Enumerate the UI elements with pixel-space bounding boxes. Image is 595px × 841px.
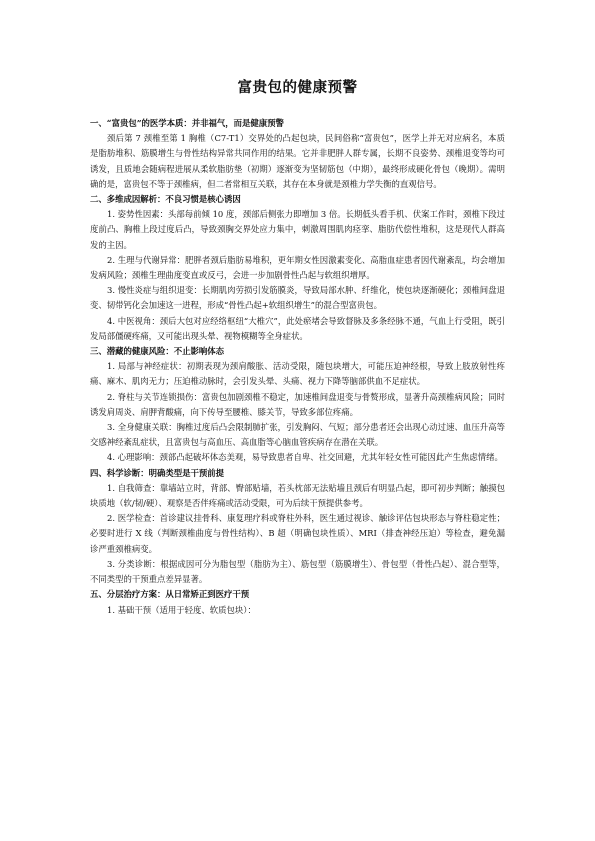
document-body — [90, 116, 505, 618]
paragraph: 2. 医学检查：首诊建议挂骨科、康复理疗科或脊柱外科，医生通过视诊、触诊评估包块形态与脊柱稳定性；必要时进行 X 线（判断颈椎曲度与骨性结构）、B 超（明确包块性质）、MRI（排查神经压迫）等检查，避免漏诊严重颈椎病变。 — [90, 513, 505, 554]
paragraph: 1. 姿势性因素：头部每前倾 10 度，颈部后侧张力即增加 3 倍。长期低头看手机、伏案工作时，颈椎下段过度前凸、胸椎上段过度后凸，导致颈胸交界处应力集中，刺激周围肌肉痉挛、脂肪代偿性堆积，这是现代人群高发的主因。 — [90, 209, 505, 250]
section-heading: 一、“富贵包”的医学本质：并非福气，而是健康预警 — [90, 118, 284, 128]
paragraph: 3. 慢性炎症与组织退变：长期肌肉劳损引发筋膜炎，导致局部水肿、纤维化，使包块逐渐硬化；颈椎间盘退变、韧带钙化会加速这一进程，形成“骨性凸起+软组织增生”的混合型富贵包。 — [90, 285, 505, 311]
section-heading: 四、科学诊断：明确类型是干预前提 — [90, 467, 224, 478]
paragraph: 1. 局部与神经症状：初期表现为颈肩酸胀、活动受限，随包块增大，可能压迫神经根，导致上肢放射性疼痛、麻木、肌肉无力；压迫椎动脉时，会引发头晕、头痛、视力下降等脑部供血不足症状。 — [90, 361, 505, 387]
paragraph: 1. 基础干预（适用于轻度、软质包块）： — [107, 604, 256, 615]
paragraph: 4. 心理影响：颈部凸起破坏体态美观，易导致患者自卑、社交回避，尤其年轻女性可能因此产生焦虑情绪。 — [107, 452, 503, 463]
paragraph: 3. 全身健康关联：胸椎过度后凸会限制肺扩张，引发胸闷、气短；部分患者还会出现心动过速、血压升高等交感神经紊乱症状，且富贵包与高血压、高血脂等心脑血管疾病存在潜在关联。 — [90, 422, 505, 448]
section-heading: 二、多维成因解析：不良习惯是核心诱因 — [90, 194, 241, 205]
paragraph: 颈后第 7 颈椎至第 1 胸椎（C7-T1）交界处的凸起包块，民间俗称“富贵包”，医学上并无对应病名，本质是脂肪堆积、筋膜增生与骨性结构异常共同作用的结果。它并非肥胖人群专属，长期不良姿势、颈椎退变等均可诱发，且质地会随病程进展从柔软脂肪垫（初期）逐渐变为坚韧筋包（中期），最终形成硬化骨包（晚期）。需明确的是，富贵包不等于颈椎病，但二者常相互关联，其存在本身就是颈椎力学失衡的直观信号。 — [90, 133, 505, 189]
paragraph: 3. 分类诊断：根据成因可分为脂包型（脂肪为主）、筋包型（筋膜增生）、骨包型（骨性凸起）、混合型等，不同类型的干预重点差异显著。 — [90, 558, 505, 585]
paragraph: 2. 生理与代谢异常：肥胖者颈后脂肪易堆积，更年期女性因激素变化、高脂血症患者因代谢紊乱，均会增加发病风险；颈椎生理曲度变直或反弓，会进一步加剧骨性凸起与软组织增厚。 — [90, 254, 505, 281]
section-heading: 五、分层治疗方案：从日常矫正到医疗干预 — [90, 589, 250, 600]
document-title: 富贵包的健康预警 — [237, 79, 358, 96]
section-heading: 三、潜藏的健康风险：不止影响体态 — [90, 346, 224, 357]
paragraph: 2. 脊柱与关节连锁损伤：富贵包加剧颈椎不稳定，加速椎间盘退变与骨赘形成，显著升高颈椎病风险；同时诱发肩周炎、肩胛背酸痛，向下传导至腰椎、膝关节，导致多部位疼痛。 — [90, 391, 505, 417]
paragraph: 4. 中医视角：颈后大包对应经络枢纽“大椎穴”，此处瘀堵会导致督脉及多条经脉不通，气血上行受阻，既引发局部僵硬疼痛，又可能出现头晕、视物模糊等全身症状。 — [90, 315, 505, 341]
paragraph: 1. 自我筛查：靠墙站立时，背部、臀部贴墙，若头枕部无法贴墙且颈后有明显凸起，即可初步判断；触摸包块质地（软/韧/硬）、观察是否伴疼痛或活动受限，可为后续干预提供参考。 — [90, 482, 505, 509]
